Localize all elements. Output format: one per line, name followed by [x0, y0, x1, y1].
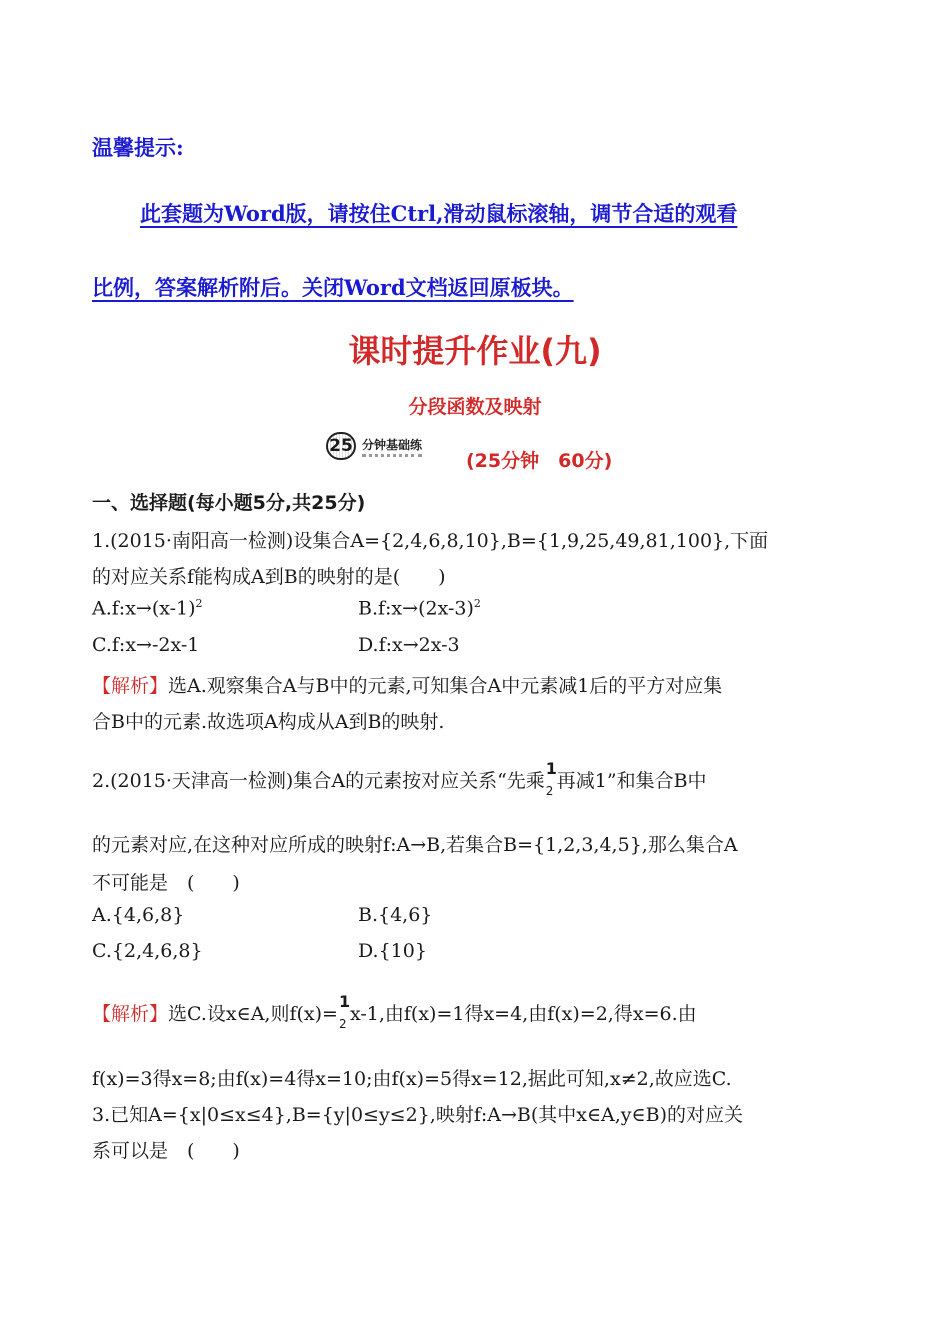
q2-line-3: 不可能是 ( ): [92, 872, 240, 894]
timer-badge: [326, 432, 422, 460]
tip-line-1: 此套题为Word版，请按住Ctrl,滑动鼠标滚轴，调节合适的观看: [140, 201, 738, 226]
q3-line-2: 系可以是 ( ): [92, 1140, 240, 1162]
q1-option-d: D.f:x→2x-3: [358, 634, 460, 656]
q2-option-a: A.{4,6,8}: [92, 904, 185, 926]
timer-badge-label: 分钟基础练: [362, 436, 422, 457]
tip-title: 温馨提示:: [92, 135, 184, 160]
q3-line-1: 3.已知A={x|0≤x≤4},B={y|0≤y≤2},映射f:A→B(其中x∈A,y∈B)的对应关: [92, 1104, 743, 1126]
q2-line-2: 的元素对应,在这种对应所成的映射f:A→B,若集合B={1,2,3,4,5},那么集合A: [92, 834, 738, 856]
q2-analysis-line-1: 【解析】选C.设x∈A,则f(x)= 1 2 x-1,由f(x)=1得x=4,由f(x)=2,得x=6.由: [92, 992, 697, 1031]
q2-option-b: B.{4,6}: [358, 904, 433, 926]
q2-analysis-line-2: f(x)=3得x=8;由f(x)=4得x=10;由f(x)=5得x=12,据此可知,x≠2,故应选C.: [92, 1068, 732, 1090]
timer-badge-number: 25: [326, 432, 356, 460]
page-title: 课时提升作业(九): [348, 332, 602, 370]
page-subtitle: 分段函数及映射: [408, 396, 542, 418]
q1-analysis-line-2: 合B中的元素.故选项A构成从A到B的映射.: [92, 711, 445, 733]
q1-line-2: 的对应关系f能构成A到B的映射的是( ): [92, 566, 446, 588]
q2-option-d: D.{10}: [358, 940, 427, 962]
q1-line-1: 1.(2015·南阳高一检测)设集合A={2,4,6,8,10},B={1,9,25,49,81,100},下面: [92, 530, 769, 552]
tip-line-2: 比例，答案解析附后。关闭Word文档返回原板块。: [92, 275, 574, 300]
section-heading: 一、选择题(每小题5分,共25分): [92, 492, 366, 514]
q2-line-1: 2.(2015·天津高一检测)集合A的元素按对应关系“先乘 1 2 再减1”和集合B中: [92, 759, 707, 798]
q1-option-b: $B.f:x\to(2x-3)^2$: [358, 597, 481, 620]
q2-option-c: C.{2,4,6,8}: [92, 940, 203, 962]
q1-option-a: $A.f:x\to(x-1)^2$: [92, 597, 203, 620]
time-score: (25分钟 60分): [466, 450, 613, 472]
q1-analysis-line-1: 【解析】选A.观察集合A与B中的元素,可知集合A中元素减1后的平方对应集: [92, 675, 723, 697]
analysis-label: 【解析】: [92, 1003, 169, 1025]
q1-option-c: C.f:x→-2x-1: [92, 634, 200, 656]
analysis-label: 【解析】: [92, 675, 169, 697]
